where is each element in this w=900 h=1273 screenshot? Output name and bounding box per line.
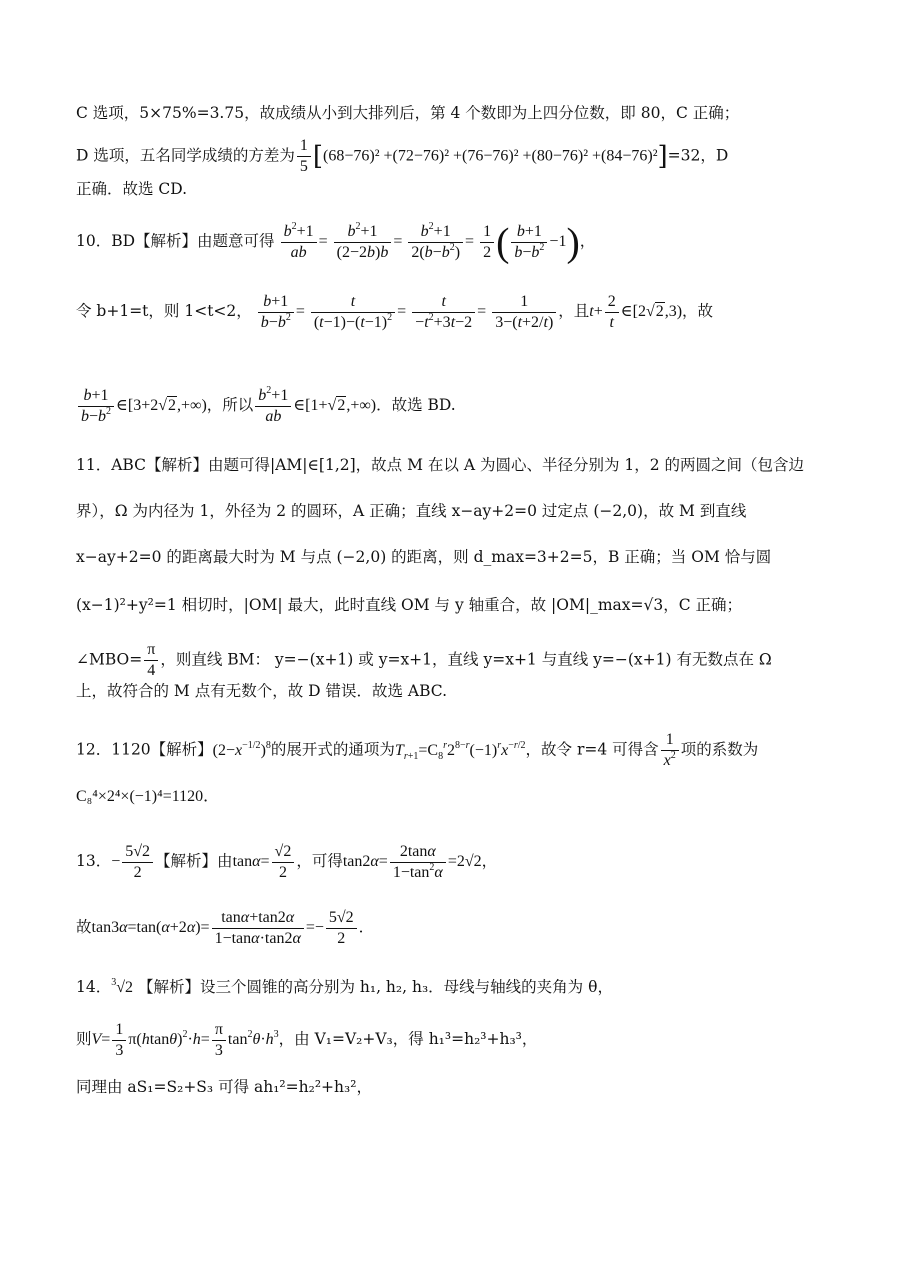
q10-line-2: 令 b+1=t，则 1<t<2， $\frac{b+1}{b-b^2}$ = $\frac{t}{(t-1)-(t-1)^2}$ = $\frac{t}{-t^2+3t-2}$ = $\frac{1}{3-(t+2/t)}$ ，且t+ $\frac{2}{t}$ ∈[2√2,3)，故 [76, 293, 714, 331]
option-c-line: C 选项，5×75%=3.75，故成绩从小到大排列后，第 4 个数即为上四分位数，即 80，C 正确； [76, 104, 740, 122]
q11-line-5: ∠MBO= $\frac{\pi}{4}$ ，则直线 BM： y=−(x+1) 或 y=x+1，直线 y=x+1 与直线 y=−(x+1) 有无数点在 Ω [76, 641, 772, 679]
q11-line-2: 界），Ω 为内径为 1，外径为 2 的圆环，A 正确；直线 x−ay+2=0 过定点 (−2,0)，故 M 到直线 [76, 502, 747, 520]
option-d-line: D 选项，五名同学成绩的方差为 $\frac{1}{5}$ [(68−76)² +(72−76)² +(76−76)² +(80−76)² +(84−76)²]=32，D [76, 137, 729, 175]
q13-line-1: 13．− $\frac{5√2}{2}$ 【解析】由tanα= $\frac{√2}{2}$ ，可得tan2α= $\frac{2\tan\alpha}{1-\tan^2\alpha}$ =2√2， [76, 843, 498, 881]
q12-line-1: 12．1120【解析】$(2-x^{-1/2})^8$的展开式的通项为$T_{r+1}=C_8^r2^{8-r}(-1)^rx^{-r/2}$，故令 r=4 可得含 $\frac{1}{x^2}$ 项的系数为 [76, 731, 759, 769]
q10-line-1: 10．BD【解析】由题意可得 $\frac{b^2+1}{ab}$ = $\frac{b^2+1}{(2-2b)b}$ = $\frac{b^2+1}{2(b-b^2)}$ = $\frac{1}{2}$ ( $\frac{b+1}{b-b^2}$ −1)， [76, 219, 596, 265]
option-d-conclusion: 正确．故选 CD. [76, 180, 188, 198]
q12-line-2: C₈⁴×2⁴×(−1)⁴=1120． [76, 788, 220, 805]
q10-line-3: $\frac{b+1}{b-b^2}$ ∈[3+2√2,+∞)，所以 $\frac{b^2+1}{ab}$ ∈[1+√2,+∞)．故选 BD. [76, 386, 836, 427]
q14-line-1: 14．$^3$√2 【解析】设三个圆锥的高分别为 h₁, h₂, h₃．母线与轴线的夹角为 θ， [76, 977, 613, 996]
q14-line-3: 同理由 aS₁=S₂+S₃ 可得 ah₁²=h₂²+h₃²， [76, 1078, 372, 1096]
q13-line-2: 故tan3α=tan(α+2α)= $\frac{\tan\alpha+\tan 2\alpha}{1-\tan\alpha\cdot\tan 2\alpha}$ =− $\frac{5√2}{2}$ ． [76, 909, 375, 947]
q11-line-4: (x−1)²+y²=1 相切时，|OM| 最大，此时直线 OM 与 y 轴重合，故 |OM|_max=√3，C 正确； [76, 596, 743, 614]
q11-line-6: 上，故符合的 M 点有无数个，故 D 错误．故选 ABC. [76, 682, 448, 700]
q11-line-3: x−ay+2=0 的距离最大时为 M 与点 (−2,0) 的距离，则 d_max=3+2=5，B 正确；当 OM 恰与圆 [76, 548, 772, 566]
q11-line-1: 11．ABC【解析】由题可得|AM|∈[1,2]，故点 M 在以 A 为圆心、半径分别为 1，2 的两圆之间（包含边 [76, 456, 805, 474]
q14-line-2: 则V= $\frac{1}{3}$ $\pi(htan\theta)^2\cdot h=$ $\frac{\pi}{3}$ $\tan^2\theta\cdot h^3$，由 V₁=V₂+V₃，得 h₁³=h₂³+h₃³， [76, 1021, 538, 1059]
